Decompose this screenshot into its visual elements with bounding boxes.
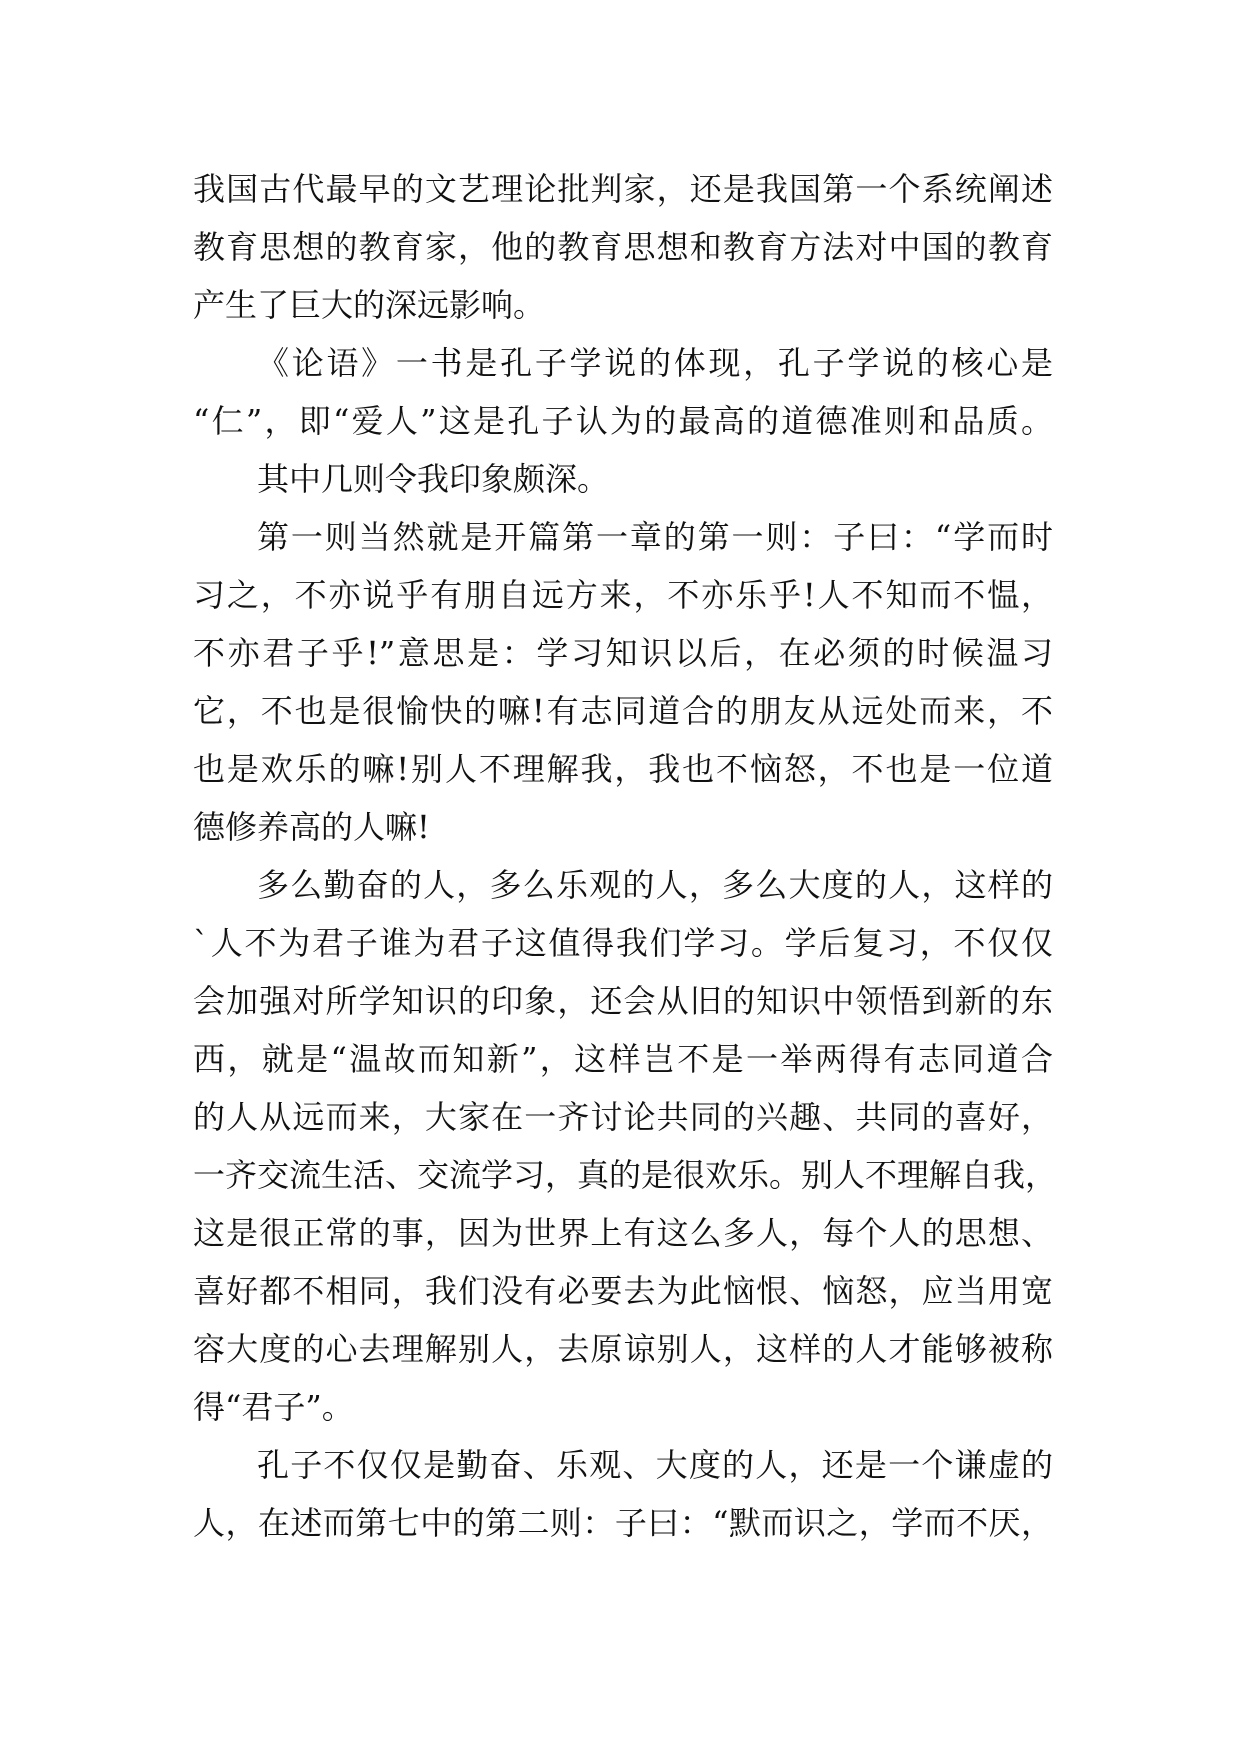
text-line: 喜好都不相同，我们没有必要去为此恼恨、恼怒，应当用宽 bbox=[193, 1272, 1053, 1310]
text-line: 会加强对所学知识的印象，还会从旧的知识中领悟到新的东 bbox=[193, 982, 1053, 1020]
text-line: 不亦君子乎!”意思是：学习知识以后，在必须的时候温习 bbox=[193, 634, 1053, 672]
text-line: 人，在述而第七中的第二则：子曰：“默而识之，学而不厌， bbox=[193, 1504, 1053, 1542]
text-line: 产生了巨大的深远影响。 bbox=[193, 286, 546, 324]
text-line: `人不为君子谁为君子这值得我们学习。学后复习，不仅仅 bbox=[193, 924, 1053, 962]
text-line: 德修养高的人嘛! bbox=[193, 808, 430, 846]
text-line: “仁”，即“爱人”这是孔子认为的最高的道德准则和品质。 bbox=[193, 402, 1053, 440]
text-line: 它，不也是很愉快的嘛!有志同道合的朋友从远处而来，不 bbox=[193, 692, 1053, 730]
text-line: 教育思想的教育家，他的教育思想和教育方法对中国的教育 bbox=[193, 228, 1053, 266]
text-line: 西，就是“温故而知新”，这样岂不是一举两得有志同道合 bbox=[193, 1040, 1053, 1078]
text-line: 也是欢乐的嘛!别人不理解我，我也不恼怒，不也是一位道 bbox=[193, 750, 1053, 788]
text-line: 多么勤奋的人，多么乐观的人，多么大度的人，这样的 bbox=[257, 866, 1053, 904]
text-line: 这是很正常的事，因为世界上有这么多人，每个人的思想、 bbox=[193, 1214, 1053, 1252]
text-line: 《论语》一书是孔子学说的体现，孔子学说的核心是 bbox=[257, 344, 1053, 382]
text-line: 孔子不仅仅是勤奋、乐观、大度的人，还是一个谦虚的 bbox=[257, 1446, 1053, 1484]
text-line: 我国古代最早的文艺理论批判家，还是我国第一个系统阐述 bbox=[193, 170, 1053, 208]
text-line: 习之，不亦说乎有朋自远方来，不亦乐乎!人不知而不愠， bbox=[193, 576, 1053, 614]
text-line: 得“君子”。 bbox=[193, 1388, 354, 1426]
text-line: 容大度的心去理解别人，去原谅别人，这样的人才能够被称 bbox=[193, 1330, 1053, 1368]
text-line: 一齐交流生活、交流学习，真的是很欢乐。别人不理解自我， bbox=[193, 1156, 1058, 1194]
text-line: 的人从远而来，大家在一齐讨论共同的兴趣、共同的喜好， bbox=[193, 1098, 1053, 1136]
body-text bbox=[193, 160, 1058, 1552]
text-line: 第一则当然就是开篇第一章的第一则：子曰：“学而时 bbox=[257, 518, 1053, 556]
text-line: 其中几则令我印象颇深。 bbox=[257, 460, 610, 498]
